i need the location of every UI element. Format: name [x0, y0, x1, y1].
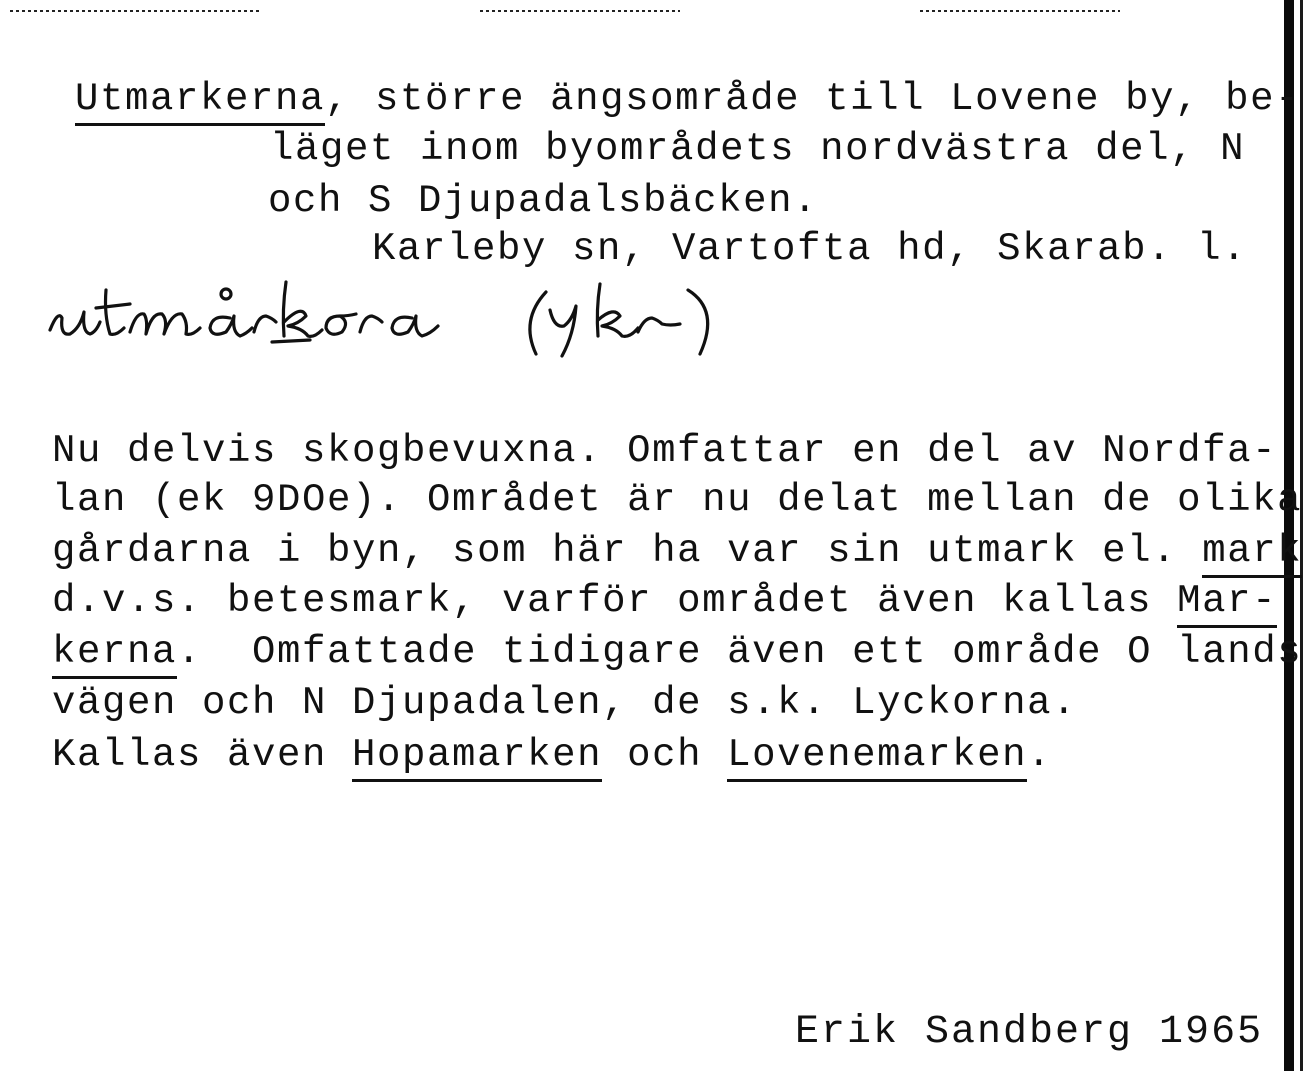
body-line-7-end: . [1027, 733, 1053, 777]
body-line-4 [52, 579, 1278, 623]
body-line-3-start: gårdarna i byn, som här ha var sin utmark el. [52, 529, 1203, 573]
term-lovenemarken: Lovenemarken [727, 733, 1027, 782]
scan-dash [10, 10, 260, 12]
body-line-7 [52, 733, 1053, 777]
term-hopamarken: Hopamarken [352, 733, 602, 782]
scan-dash [480, 10, 680, 12]
body-line-2: lan (ek 9DOe). Området är nu delat mellan de olika [52, 478, 1303, 522]
term-mark: mark [1202, 529, 1302, 578]
heading-line-1 [75, 77, 1301, 121]
body-line-7-mid: och [602, 733, 728, 777]
heading-line-1-rest: , större ängsområde till Lovene by, be- [325, 77, 1301, 121]
parish-district-line: Karleby sn, Vartofta hd, Skarab. l. [372, 227, 1248, 271]
body-line-4-start: d.v.s. betesmark, varför området även kallas [52, 579, 1178, 623]
body-line-1: Nu delvis skogbevuxna. Omfattar en del av Nordfa- [52, 429, 1278, 473]
term-markerna-part2: kerna [52, 630, 177, 679]
author-signature: Erik Sandberg 1965 [795, 1010, 1264, 1055]
handwritten-pronunciation [40, 270, 760, 370]
body-line-7-start: Kallas även [52, 733, 353, 777]
body-line-3 [52, 529, 1303, 573]
term-markerna-part1: Mar- [1177, 579, 1277, 628]
place-name: Utmarkerna [75, 77, 325, 126]
heading-line-3: och S Djupadalsbäcken. [268, 179, 819, 223]
body-line-5-rest: . Omfattade tidigare även ett område O lands [177, 630, 1303, 674]
body-line-5 [52, 630, 1303, 674]
heading-line-2: läget inom byområdets nordvästra del, N [270, 127, 1246, 171]
scan-dash [920, 10, 1120, 12]
body-line-6: vägen och N Djupadalen, de s.k. Lyckorna. [52, 681, 1078, 725]
